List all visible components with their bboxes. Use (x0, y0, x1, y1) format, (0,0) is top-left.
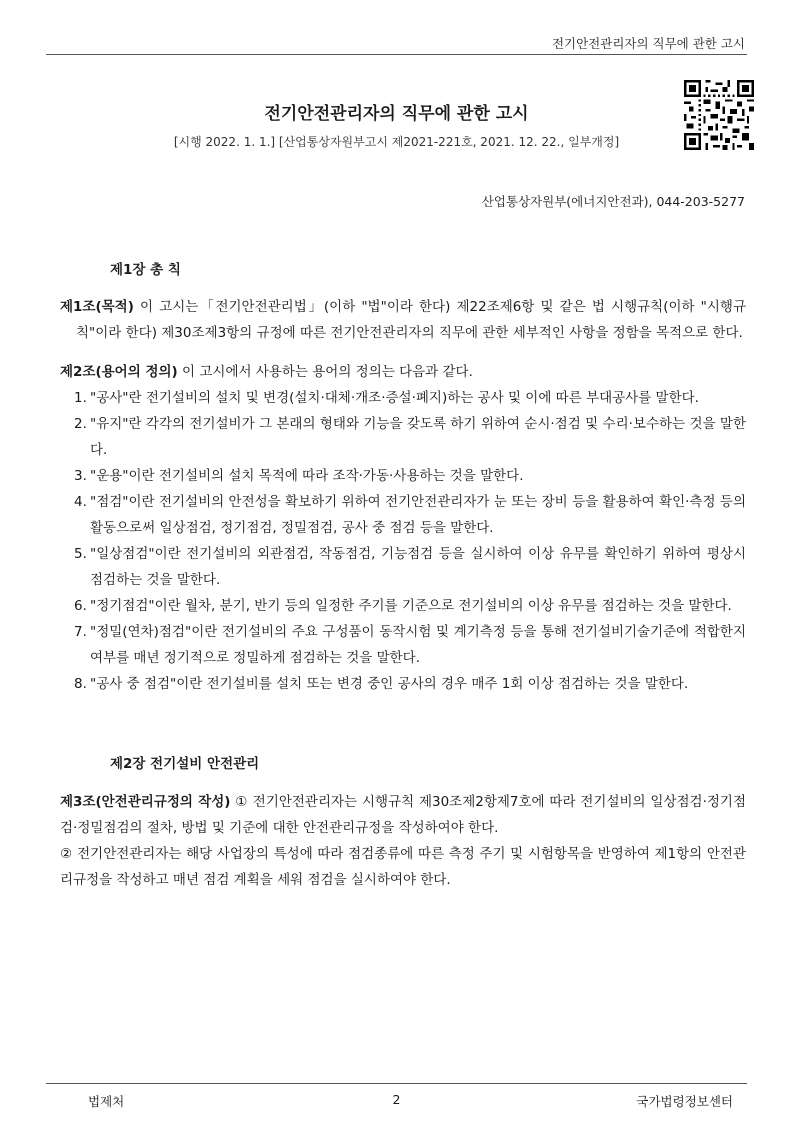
list-item-number: 4. (74, 494, 87, 510)
list-item (74, 593, 746, 619)
list-item (74, 619, 746, 671)
list-item-text: "정기점검"이란 월차, 분기, 반기 등의 일정한 주기를 기준으로 전기설비의 이상 유무를 점검하는 것을 말한다. (90, 598, 732, 614)
article-2-text: 이 고시에서 사용하는 용어의 정의는 다음과 같다. (177, 364, 473, 380)
list-item-number: 3. (74, 468, 87, 484)
list-item (74, 671, 746, 697)
list-item-text: "운용"이란 전기설비의 설치 목적에 따라 조작·가동·사용하는 것을 말한다. (90, 468, 524, 484)
list-item-text: "유지"란 각각의 전기설비가 그 본래의 형태와 기능을 갖도록 하기 위하여 순시·점검 및 수리·보수하는 것을 말한다. (90, 416, 746, 458)
list-item-number: 1. (74, 390, 87, 406)
list-item (74, 463, 746, 489)
footer-source: 국가법령정보센터 (636, 1094, 733, 1109)
list-item-number: 6. (74, 598, 87, 614)
list-item-number: 5. (74, 546, 87, 562)
list-item-text: "정밀(연차)점검"이란 전기설비의 주요 구성품이 동작시험 및 계기측정 등을 통해 전기설비기술기준에 적합한지 여부를 매년 정기적으로 정밀하게 점검하는 것을 말한다. (90, 624, 746, 666)
article-1 (60, 294, 746, 346)
page-number: 2 (392, 1092, 401, 1107)
article-3-heading: 제3조(안전관리규정의 작성) (60, 794, 231, 810)
list-item-number: 7. (74, 624, 87, 640)
footer-divider (46, 1083, 747, 1084)
chapter-1-heading: 제1장 총 칙 (110, 262, 181, 278)
list-item (74, 385, 746, 411)
ministry-contact: 산업통상자원부(에너지안전과), 044-203-5277 (481, 194, 745, 209)
list-item-number: 2. (74, 416, 87, 432)
list-item (74, 489, 746, 541)
article-1-text: 이 고시는「전기안전관리법」(이하 "법"이라 한다) 제22조제6항 및 같은 법 시행규칙(이하 "시행규칙"이라 한다) 제30조제3항의 규정에 따른 전기안전관리자의 직무에 관한 세부적인 사항을 정함을 목적으로 한다. (76, 299, 746, 341)
definitions-list (74, 385, 746, 697)
list-item-text: "일상점검"이란 전기설비의 외관점검, 작동점검, 기능점검 등을 실시하여 이상 유무를 확인하기 위하여 평상시 점검하는 것을 말한다. (90, 546, 746, 588)
running-header: 전기안전관리자의 직무에 관한 고시 (551, 36, 745, 51)
article-2-heading: 제2조(용어의 정의) (60, 364, 178, 380)
document-title: 전기안전관리자의 직무에 관한 고시 (264, 104, 529, 124)
chapter-2-heading: 제2장 전기설비 안전관리 (110, 756, 260, 772)
document-subtitle: [시행 2022. 1. 1.] [산업통상자원부고시 제2021-221호, 2021. 12. 22., 일부개정] (173, 135, 620, 149)
list-item-number: 8. (74, 676, 87, 692)
list-item-text: "공사"란 전기설비의 설치 및 변경(설치·대체·개조·증설·폐지)하는 공사 및 이에 따른 부대공사를 말한다. (90, 390, 699, 406)
list-item (74, 411, 746, 463)
header-divider (46, 54, 747, 55)
article-2 (60, 359, 746, 385)
list-item-text: "공사 중 점검"이란 전기설비를 설치 또는 변경 중인 공사의 경우 매주 1회 이상 점검하는 것을 말한다. (90, 676, 689, 692)
article-3-paragraph-2: ② 전기안전관리자는 해당 사업장의 특성에 따라 점검종류에 따른 측정 주기 및 시험항목을 반영하여 제1항의 안전관리규정을 작성하고 매년 점검 계획을 세워 점검을 실시하여야 한다. (60, 846, 746, 888)
article-3-text: ① 전기안전관리자는 시행규칙 제30조제2항제7호에 따라 전기설비의 일상점검·정기점검·정밀점검의 절차, 방법 및 기준에 대한 안전관리규정을 작성하여야 한다. (60, 794, 746, 836)
article-1-heading: 제1조(목적) (60, 299, 134, 315)
list-item (74, 541, 746, 593)
list-item-text: "점검"이란 전기설비의 안전성을 확보하기 위하여 전기안전관리자가 눈 또는 장비 등을 활용하여 확인·측정 등의 활동으로써 일상점검, 정기점검, 정밀점검, 공사 중 점검 등을 말한다. (90, 494, 746, 536)
footer-publisher: 법제처 (88, 1094, 125, 1109)
article-3 (60, 789, 746, 841)
